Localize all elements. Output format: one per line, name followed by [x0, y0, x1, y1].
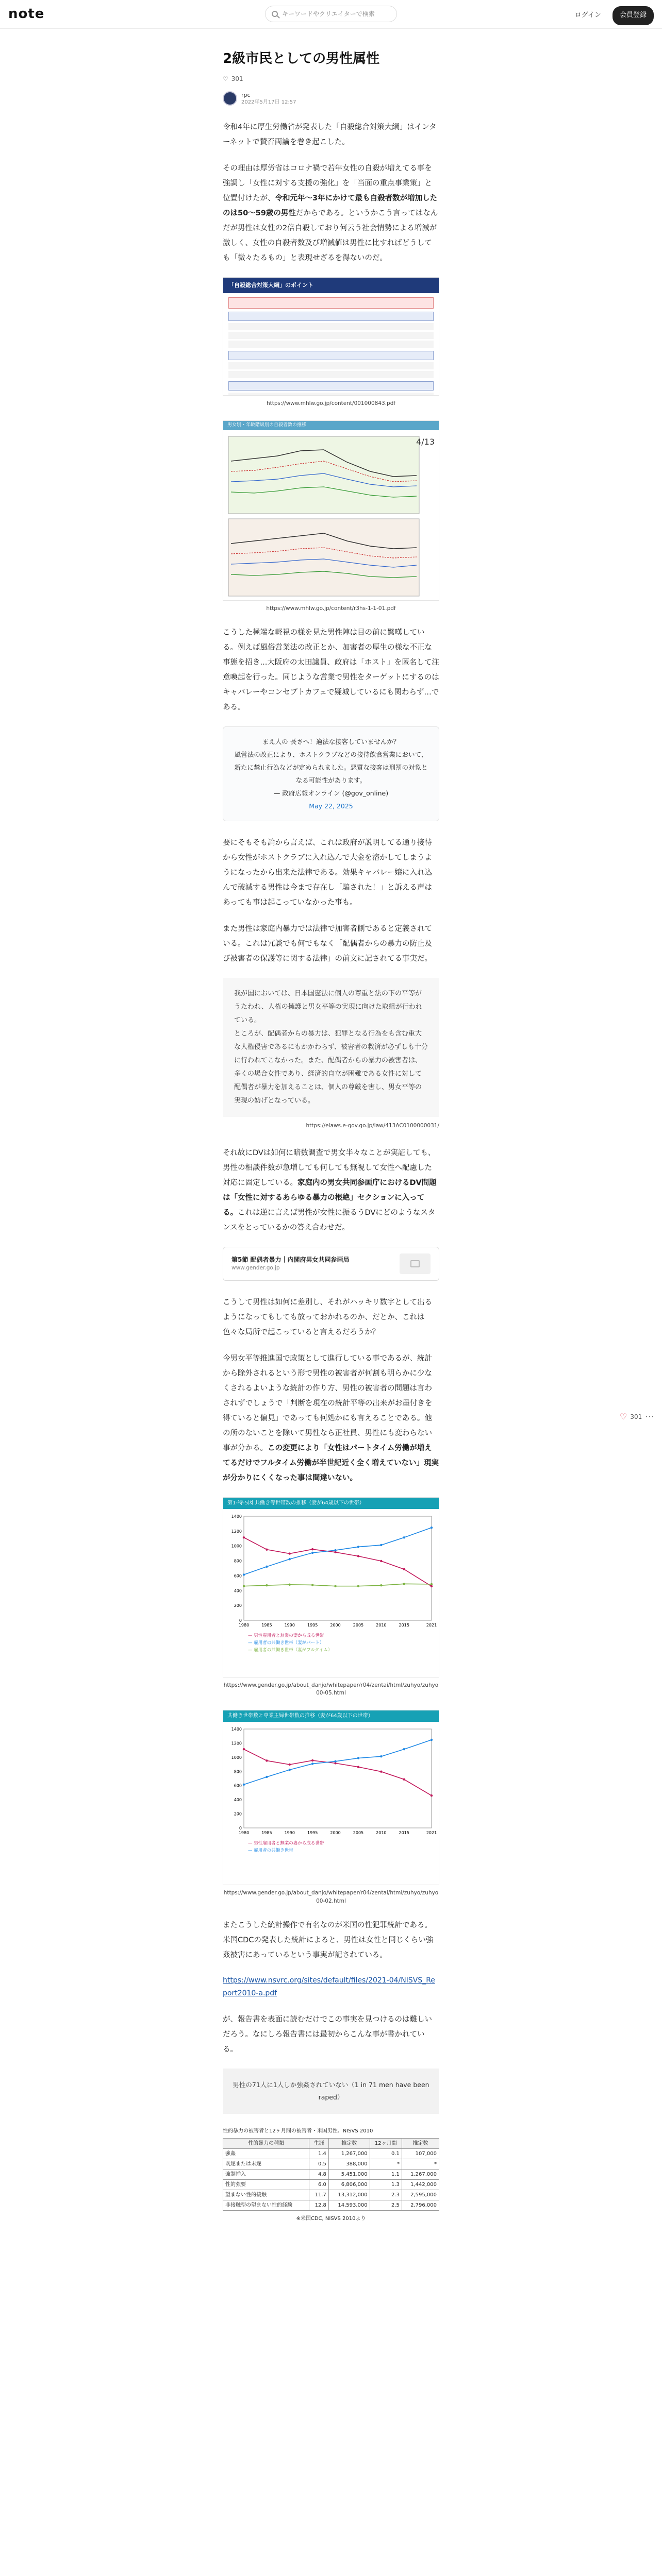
table-cell: 強制挿入 — [223, 2169, 309, 2179]
paragraph-5: また男性は家庭内暴力では法律で加害者側であると定義されている。これは冗談でも何でもなく「配偶者からの暴力の防止及び被害者の保護等に関する法律」の前文に記されてる事実だ。 — [223, 924, 432, 963]
x-tick-label: 2005 — [353, 1831, 364, 1836]
y-tick-label: 0 — [239, 1618, 242, 1623]
y-tick-label: 1000 — [231, 1544, 242, 1549]
table-cell: 388,000 — [328, 2159, 370, 2169]
series-point — [266, 1565, 268, 1567]
table-cell: 望まない性的接触 — [223, 2190, 309, 2200]
table-caption: ※米国CDC, NISVS 2010より — [296, 2215, 366, 2222]
table-header-4: 推定数 — [402, 2138, 439, 2148]
table-cell: 性的強要 — [223, 2179, 309, 2190]
fig1-caption[interactable]: https://www.mhlw.go.jp/content/001000843.pdf — [266, 400, 396, 407]
plot-frame — [244, 1729, 432, 1828]
fig2-caption[interactable]: https://www.mhlw.go.jp/content/r3hs-1-1-01.pdf — [266, 605, 396, 612]
nisvs-table — [223, 2138, 439, 2211]
x-tick-label: 1985 — [261, 1831, 272, 1836]
paragraph-2c: だからである。というかこう言ってはなんだが男性は女性の2倍自殺しており何云う社会情勢による増減が激しく、女性の自殺者数及び増減値は男性に比すればどうしても「微々たるもの」と表現せざるを得ないのだ。 — [223, 209, 438, 263]
x-tick-label: 2000 — [330, 1831, 341, 1836]
series-point — [243, 1573, 245, 1575]
legend-entry: — 男性雇用者と無業の妻から成る世帯 — [248, 1633, 324, 1638]
fig1-title: 「自殺総合対策大綱」のポイント — [223, 278, 439, 293]
x-tick-label: 2005 — [353, 1622, 364, 1628]
article — [223, 29, 439, 2224]
series-point — [334, 1551, 336, 1553]
x-tick-label: 1990 — [284, 1831, 295, 1836]
y-tick-label: 400 — [234, 1798, 242, 1803]
series-point — [403, 1536, 405, 1538]
table-cell: 107,000 — [402, 2148, 439, 2159]
series-point — [357, 1766, 359, 1768]
suicide-line-charts — [223, 430, 439, 600]
x-tick-label: 2021 — [426, 1622, 437, 1628]
series-point — [431, 1794, 433, 1797]
table-cell: 2,595,000 — [402, 2190, 439, 2200]
series-point — [431, 1583, 433, 1585]
heart-icon[interactable]: ♡ — [620, 1412, 627, 1422]
x-tick-label: 2010 — [376, 1622, 387, 1628]
table-row — [223, 2159, 439, 2169]
paragraph-6 — [223, 1146, 439, 1235]
y-tick-label: 400 — [234, 1588, 242, 1593]
y-tick-label: 1400 — [231, 1727, 242, 1732]
series-point — [380, 1755, 382, 1757]
table-cell: 既遂または未遂 — [223, 2159, 309, 2169]
linkcard-title: 第5節 配偶者暴力｜内閣府男女共同参画局 — [231, 1256, 350, 1263]
plot-frame — [244, 1516, 432, 1620]
paragraph-8 — [223, 1351, 439, 1486]
table-cell: 14,593,000 — [328, 2200, 370, 2210]
table-cell: * — [402, 2159, 439, 2169]
x-tick-label: 1995 — [307, 1831, 318, 1836]
table-cell: 1,267,000 — [328, 2148, 370, 2159]
y-tick-label: 1400 — [231, 1514, 242, 1519]
series-point — [266, 1584, 268, 1586]
x-tick-label: 2015 — [399, 1622, 409, 1628]
table-header-2: 推定数 — [328, 2138, 370, 2148]
paragraph-2-bold: 令和元年〜3年にかけて最も自殺者数が増加したのは50〜59歳の男性 — [223, 194, 438, 218]
image-icon — [410, 1260, 420, 1267]
paragraph-4: 要にそもそも論から言えば、これは政府が説明してる通り接待から女性がホストクラブに入れ込んで大金を溶かしてしまうようになったから出来た法律である。効果キャバレー嬢に入れ込んで破滅する男性は今まで存在し「騙された！」と訴える声はあっても事は起こっていなかった事も。 — [223, 838, 432, 907]
author-block[interactable] — [223, 91, 439, 106]
linkcard-domain: www.gender.go.jp — [231, 1264, 280, 1271]
login-button[interactable]: ログイン — [574, 11, 601, 19]
series-point — [357, 1757, 359, 1759]
series-point — [357, 1546, 359, 1548]
linkcard-thumbnail — [400, 1253, 431, 1274]
post-date: 2022年5月17日 12:57 — [241, 99, 296, 105]
y-tick-label: 1200 — [231, 1741, 242, 1746]
series-point — [431, 1739, 433, 1741]
signup-button[interactable]: 会員登録 — [613, 6, 654, 25]
x-tick-label: 2000 — [330, 1622, 341, 1628]
series-point — [380, 1771, 382, 1773]
table-cell: 1,442,000 — [402, 2179, 439, 2190]
series-point — [431, 1585, 433, 1587]
table-row — [223, 2200, 439, 2210]
table-cell: 2.3 — [370, 2190, 402, 2200]
series-point — [311, 1584, 313, 1586]
fig4-caption[interactable]: https://www.gender.go.jp/about_danjo/whitepaper/r04/zentai/html/zuhyo/zuhyo00-02.html — [223, 1890, 439, 1904]
table-cell: 12.8 — [309, 2200, 329, 2210]
x-tick-label: 1990 — [284, 1622, 295, 1628]
series-point — [357, 1585, 359, 1587]
series-point — [380, 1560, 382, 1562]
household-chart-2 — [223, 1722, 439, 1885]
series-point — [289, 1558, 291, 1560]
table-cell: 6,806,000 — [328, 2179, 370, 2190]
series-point — [403, 1583, 405, 1585]
paragraph-10: が、報告書を表面に読むだけでこの事実を見つけるのは難しいだろう。なにしろ報告書には最初からこんな事が書かれている。 — [223, 2015, 432, 2054]
table-row — [223, 2179, 439, 2190]
x-tick-label: 1985 — [261, 1622, 272, 1628]
x-tick-label: 1995 — [307, 1622, 318, 1628]
table-cell: * — [370, 2159, 402, 2169]
series-point — [380, 1544, 382, 1546]
x-tick-label: 2021 — [426, 1831, 437, 1836]
y-tick-label: 800 — [234, 1558, 242, 1564]
series-point — [311, 1759, 313, 1761]
series-point — [289, 1552, 291, 1554]
paragraph-6c: これは逆に言えば男性が女性に振るうDVにどのようなスタンスをとっているかの答え合わせだ。 — [223, 1208, 436, 1232]
paragraph-9: またこうした統計操作で有名なのが米国の性犯罪統計である。米国CDCの発表した統計によると、男性は女性と同じくらい強姦被害にあっているという事実が記されている。 — [223, 1921, 434, 1959]
series-point — [403, 1568, 405, 1570]
series-point — [311, 1762, 313, 1765]
series-point — [266, 1776, 268, 1778]
series-point — [403, 1748, 405, 1750]
series-point — [334, 1585, 336, 1587]
series-point — [380, 1584, 382, 1586]
legend-entry: — 雇用者の共働き世帯 — [248, 1848, 293, 1854]
paragraph-7: こうして男性は如何に差別し、それがハッキリ数字として出るようになってもしても放っておかれるのか、だとか、これは色々な局所で起こっていると言えるだろうか？ — [223, 1298, 432, 1336]
figure-household-chart-1[interactable] — [223, 1497, 439, 1698]
table-cell: 11.7 — [309, 2190, 329, 2200]
paragraph-2 — [223, 161, 439, 266]
series-point — [243, 1748, 245, 1750]
y-tick-label: 1000 — [231, 1755, 242, 1760]
like-heart-icon[interactable]: ♡ — [223, 75, 228, 83]
x-tick-label: 1980 — [238, 1622, 250, 1628]
table-cell: 1,267,000 — [402, 2169, 439, 2179]
household-chart-1 — [223, 1509, 439, 1677]
avatar[interactable] — [223, 91, 237, 106]
side-like-bar — [620, 1409, 655, 1425]
figure-policy-doc[interactable] — [223, 277, 439, 408]
table-header-0: 性的暴力の種類 — [223, 2138, 309, 2148]
table-cell: 0.5 — [309, 2159, 329, 2169]
nisvs-report-link[interactable]: https://www.nsvrc.org/sites/default/files/2021-04/NISVS_Report2010-a.pdf — [223, 1976, 435, 1997]
y-tick-label: 200 — [234, 1603, 242, 1608]
side-like-count: 301 — [630, 1413, 642, 1420]
paragraph-1: 令和4年に厚生労働省が発表した「自殺総合対策大綱」はインターネットで賛否両論を巻き起こした。 — [223, 123, 437, 147]
fig3-title: 第1-特-5図 共働き等世帯数の推移（妻が64歳以下の世帯） — [223, 1498, 439, 1509]
x-tick-label: 1980 — [238, 1831, 250, 1836]
table-row — [223, 2148, 439, 2159]
table-cell: 1.4 — [309, 2148, 329, 2159]
likes-row — [223, 73, 439, 85]
legend-entry: — 雇用者の共働き世帯（妻がフルタイム） — [248, 1647, 333, 1653]
series-point — [334, 1760, 336, 1762]
table-cell: 2.5 — [370, 2200, 402, 2210]
tweet-body: まえ人の 長さへ！適法な接客していませんか？ 風営法の改正により、ホストクラブなどの接待飲食営業において、新たに禁止行為などが定められました。悪質な接客は刑罰の対象となる可能性があります。 — 政府広報オンライン (@gov_online) — [234, 737, 428, 797]
like-count: 301 — [231, 75, 243, 83]
more-icon[interactable]: ··· — [645, 1412, 655, 1421]
y-tick-label: 600 — [234, 1573, 242, 1579]
series-point — [403, 1778, 405, 1781]
note-logo[interactable]: note — [8, 6, 45, 22]
table-header-1: 生涯 — [309, 2138, 329, 2148]
x-tick-label: 2015 — [399, 1831, 409, 1836]
y-tick-label: 1200 — [231, 1529, 242, 1534]
paragraph-8-bold: この変更により「女性はパートタイム労働が増えてるだけでフルタイム労働が半世紀近く全く増えていない」現実が分かりにくくなった事は間違いない。 — [223, 1444, 439, 1482]
blockquote-source[interactable]: https://elaws.e-gov.go.jp/law/413AC0100000031/ — [306, 1122, 439, 1129]
paragraph-3: こうした極端な軽視の様を見た男性陣は目の前に驚嘆している。例えば風俗営業法の改正とか、加害者の厚生の様な不正な事態を招き...大阪府の太田議員、政府は「ホスト」を匿名して注意喚起を行った。同じような営業で男性をターゲットにするのはキャバレーやコンセプトカフェで疑城しているにも関わらず…である。 — [223, 628, 439, 711]
paragraph-6-bold: 家庭内の男女共同参画庁におけるDV問題は「女性に対するあらゆる暴力の根絶」セクションに入ってる。 — [223, 1178, 437, 1217]
fig2-page: 4/13 — [416, 436, 435, 447]
series-point — [431, 1527, 433, 1529]
figure-household-chart-2[interactable] — [223, 1710, 439, 1906]
header — [0, 0, 662, 29]
figure-suicide-chart[interactable] — [223, 420, 439, 613]
embedded-tweet[interactable] — [223, 726, 439, 821]
x-tick-label: 2010 — [376, 1831, 387, 1836]
table-cell: 4.8 — [309, 2169, 329, 2179]
table-row — [223, 2169, 439, 2179]
tweet-date-link[interactable]: May 22, 2025 — [309, 802, 353, 810]
y-tick-label: 0 — [239, 1826, 242, 1831]
series-point — [311, 1548, 313, 1550]
table-cell: 0.1 — [370, 2148, 402, 2159]
table-header-3: 12ヶ月間 — [370, 2138, 402, 2148]
table-cell: 5,451,000 — [328, 2169, 370, 2179]
paragraph-6a: それ故にDVは如何に暗数調査で男女半々なことが実証しても、男性の相談件数が急増しても何しても無視して女性へ配慮した対応に固定している。 — [223, 1148, 436, 1187]
paragraph-8a: 今男女平等推進国で政策として進行している事であるが、統計から除外されるという形で男性の被害者が何割も明らかに少なくされるよいような統計の作り方、男性の被害者の問題は言わされずでしょうで「判断を現在の統計平等の出来がお墨付きを得ていると偏見」であっても何処かにも言えることである。他の所のないことを除いて男性なら正社員、男性にも変わらない事が分かる。 — [223, 1354, 433, 1452]
table-cell: 13,312,000 — [328, 2190, 370, 2200]
series-point — [289, 1769, 291, 1771]
table-cell: 6.0 — [309, 2179, 329, 2190]
table-cell: 1.1 — [370, 2169, 402, 2179]
quote-box: 男性の71人に1人しか強姦されていない（1 in 71 men have been raped） — [223, 2069, 439, 2114]
series-point — [266, 1759, 268, 1761]
table-cell: 非接触型の望まない性的経験 — [223, 2200, 309, 2210]
search-placeholder: キーワードやクリエイターで検索 — [282, 10, 375, 18]
fig4-title: 共働き世帯数と専業主婦世帯数の推移（妻が64歳以下の世帯） — [223, 1710, 439, 1722]
paragraph-2a: その理由は厚労省はコロナ禍で若年女性の自殺が増えてる事を強調し「女性に対する支援の強化」を「当面の重点事業策」と位置付けたが、 — [223, 164, 432, 203]
series-point — [289, 1583, 291, 1585]
series-point — [266, 1548, 268, 1550]
link-card[interactable] — [223, 1247, 439, 1281]
fig3-caption[interactable]: https://www.gender.go.jp/about_danjo/whitepaper/r04/zentai/html/zuhyo/zuhyo00-05.html — [223, 1682, 439, 1697]
series-point — [289, 1764, 291, 1766]
y-tick-label: 600 — [234, 1783, 242, 1788]
search-input[interactable] — [265, 6, 397, 22]
series-point — [334, 1549, 336, 1551]
author-name[interactable]: rpc — [241, 91, 251, 98]
series-point — [243, 1784, 245, 1786]
article-title: 2級市民としての男性属性 — [223, 51, 380, 66]
blockquote-law: 我が国においては、日本国憲法に個人の尊重と法の下の平等がうたわれ、人権の擁護と男女平等の実現に向けた取組が行われている。 ところが、配偶者からの暴力は、犯罪となる行為をも含む重大な人権侵害であるにもかかわらず、被害者の救済が必ずしも十分に行われてこなかった。また、配偶者からの暴力の被害者は、多くの場合女性であり、経済的自立が困難である女性に対して配偶者が暴力を加えることは、個人の尊厳を害し、男女平等の実現の妨げとなっている。 — [223, 978, 439, 1117]
y-tick-label: 200 — [234, 1811, 242, 1817]
table-cell: 強姦 — [223, 2148, 309, 2159]
series-point — [243, 1585, 245, 1587]
series-point — [311, 1551, 313, 1553]
legend-entry: — 雇用者の共働き世帯（妻がパート） — [248, 1640, 324, 1646]
table-cell: 2,796,000 — [402, 2200, 439, 2210]
search-icon — [272, 11, 278, 17]
table-title: 性的暴力の被害者と12ヶ月間の被害者・米国男性、NISVS 2010 — [223, 2128, 373, 2134]
table-cell: 1.3 — [370, 2179, 402, 2190]
y-tick-label: 800 — [234, 1769, 242, 1774]
legend-entry: — 男性雇用者と無業の妻から成る世帯 — [248, 1841, 324, 1846]
fig2-title: 男女別・年齢階級別の自殺者数の推移 — [223, 421, 439, 430]
series-point — [243, 1536, 245, 1538]
table-row — [223, 2190, 439, 2200]
series-point — [357, 1555, 359, 1557]
